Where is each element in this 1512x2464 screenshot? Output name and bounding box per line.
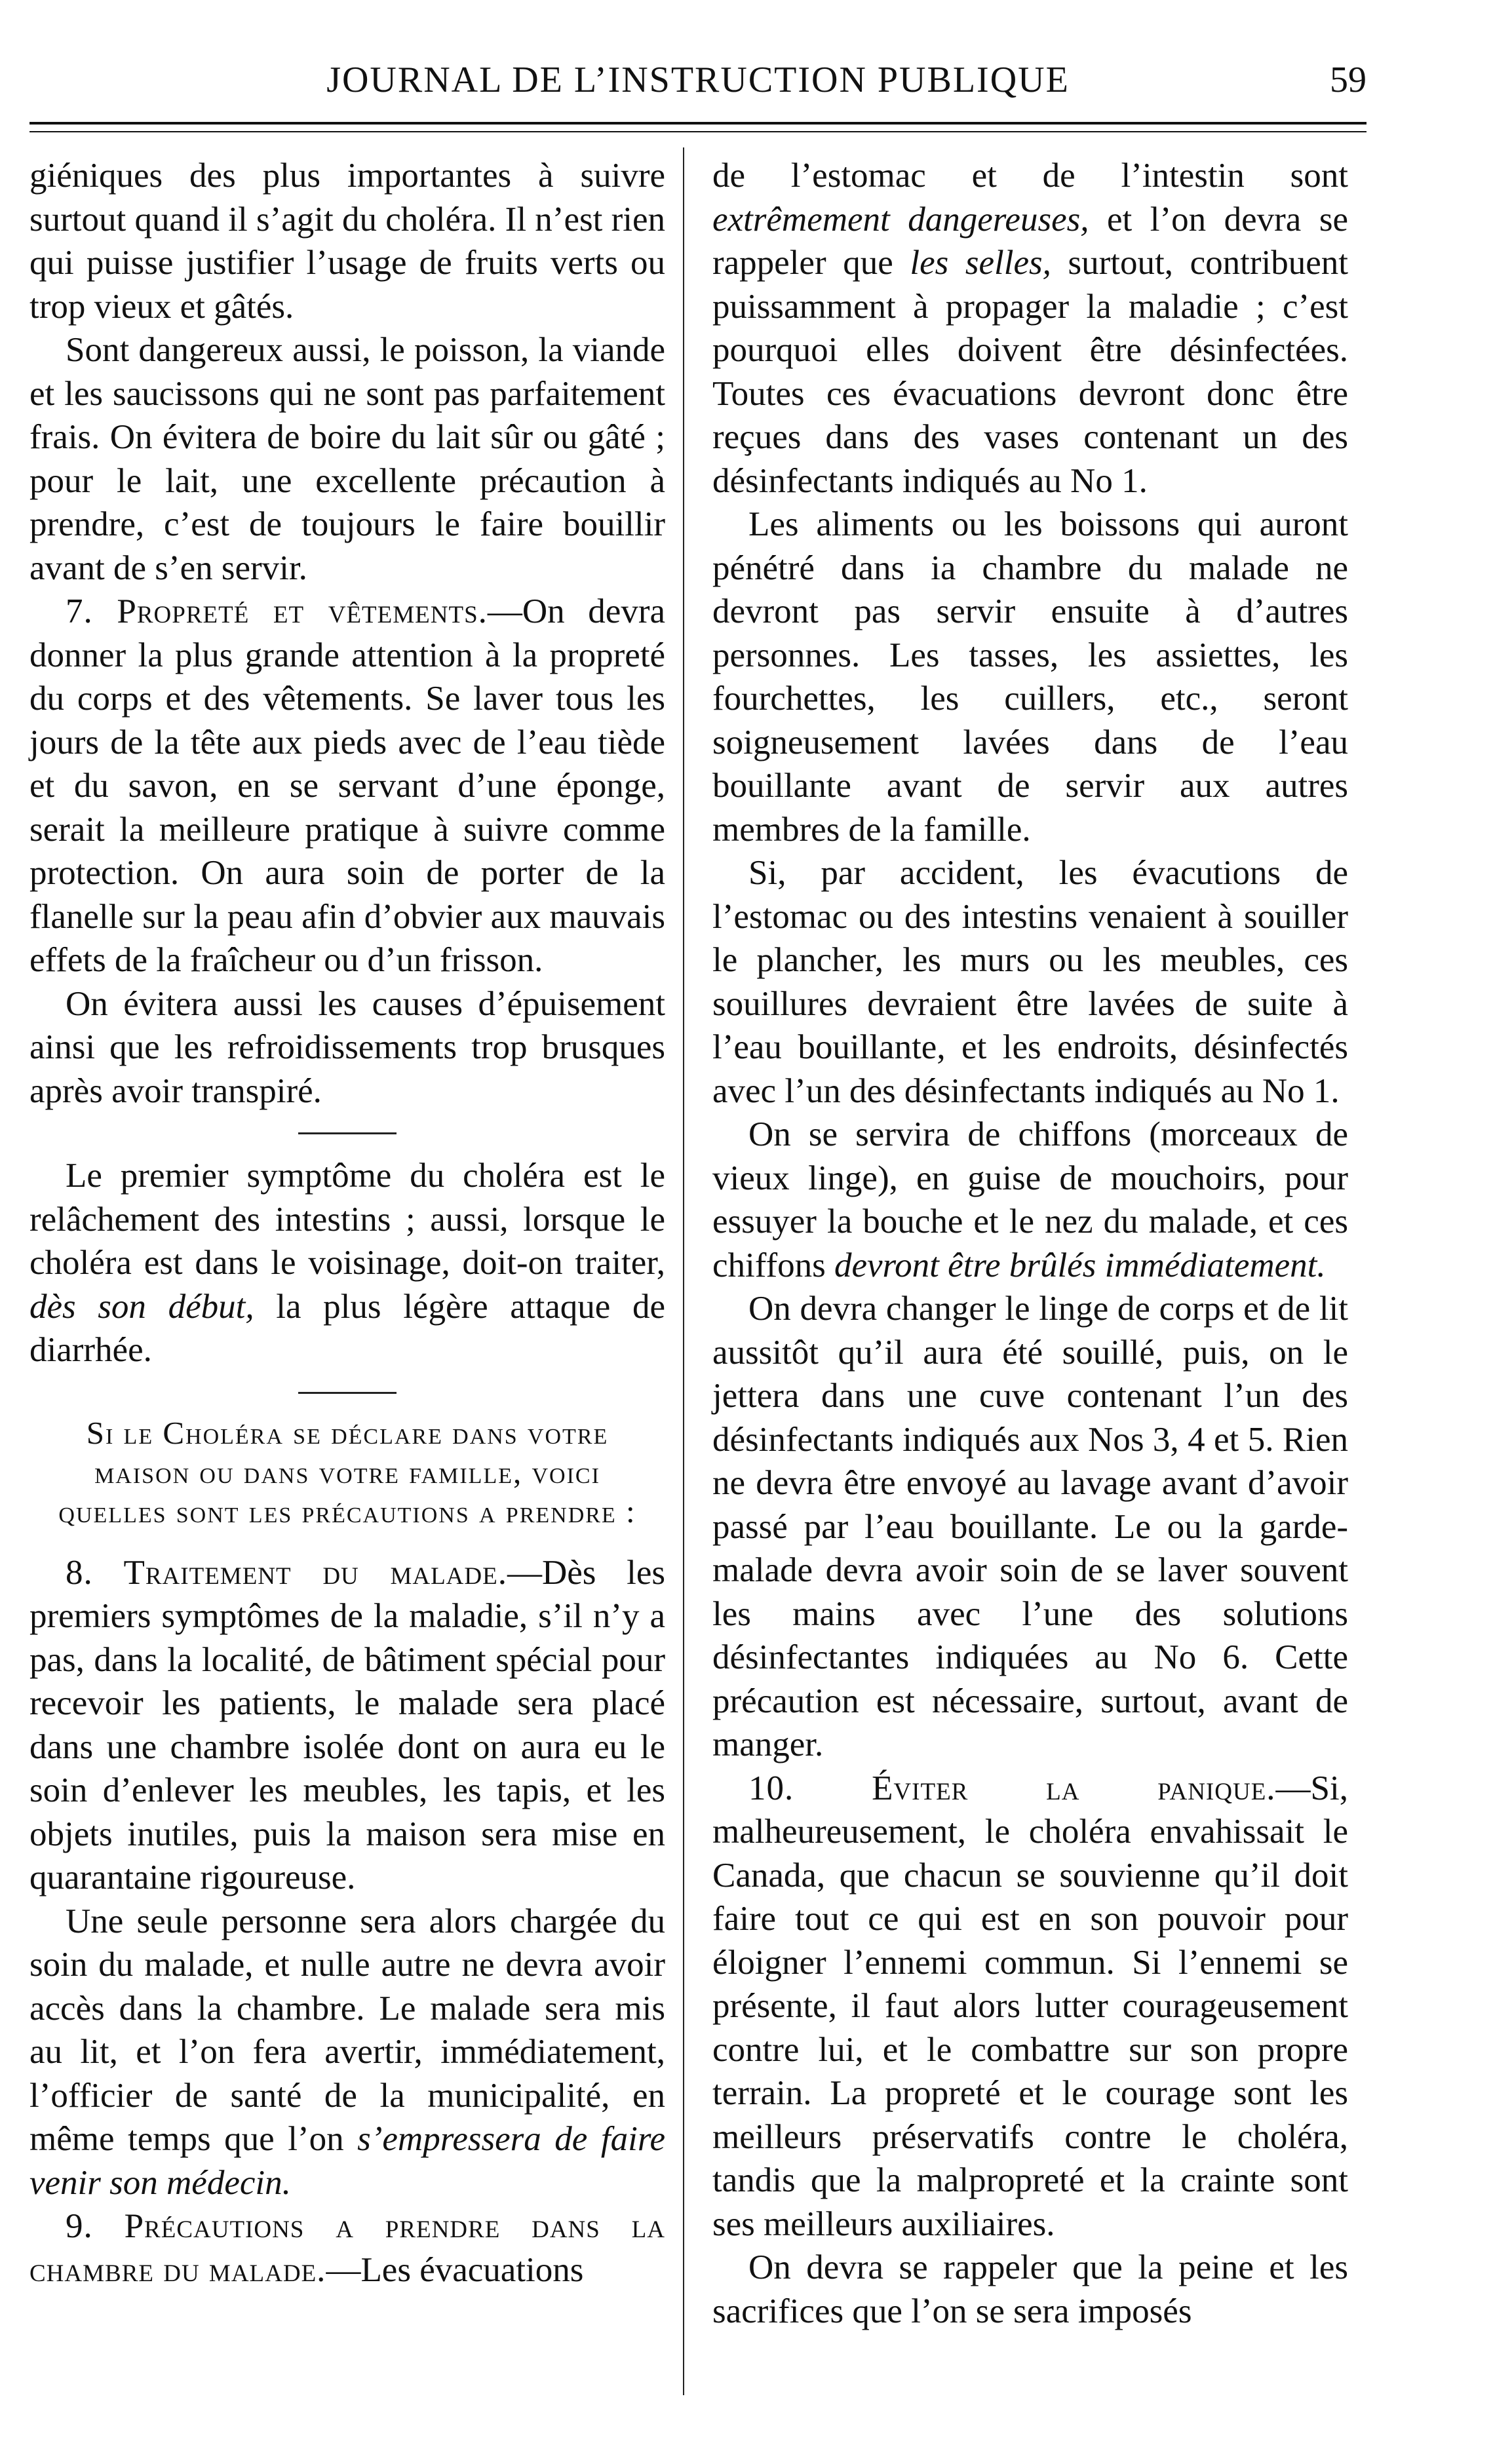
paragraph: giéniques des plus importantes à suivre surtout quand il s’agit du choléra. Il n’est rien qui puisse justifier l’usage de fruits verts ou trop vieux et gâtés. [29, 157, 665, 326]
section-10-title: 10. Éviter la panique. [748, 1769, 1276, 1807]
text-run: On se servira de chiffons (morceaux de vieux linge), en guise de mouchoirs, pour essuyer la bouche et le nez du malade, et ces chiffons [712, 1115, 1348, 1284]
text-run: surtout, contribuent puissamment à propager la maladie ; c’est pourquoi elles doivent être désinfectées. Toutes ces évacuations devront donc être reçues dans des vases contenant un des désinfectants indiqués au No 1. [712, 244, 1349, 500]
text-run: de l’estomac et de l’intestin sont [712, 157, 1348, 195]
text-run: et l’on devra se rappeler que [712, 200, 1348, 282]
column-divider [683, 147, 684, 2395]
paragraph: On évitera aussi les causes d’épuisement ainsi que les refroidissements trop brusques après avoir transpiré. [29, 984, 665, 1110]
header-rule-thick [29, 122, 1367, 125]
page-number: 59 [1330, 60, 1367, 100]
section-9-title: 9. Précautions a prendre dans la chambre du malade. [29, 2207, 665, 2289]
section-7 [29, 590, 665, 982]
section-8 [29, 1551, 665, 1900]
emphasis: les selles, [910, 244, 1051, 282]
header-rule-thin [29, 131, 1367, 132]
separator-rule [298, 1392, 397, 1394]
emphasis: s’empressera de faire venir son médecin. [29, 2120, 665, 2202]
text-run: Une seule personne sera alors chargée du soin du malade, et nulle autre ne devra avoir accès dans la chambre. Le malade sera mis au lit, et l’on fera avertir, immédiatement, l’officier de santé de la municipalité, en même temps que l’on [29, 1902, 665, 2158]
section-10-body: —Si, malheureusement, le choléra envahissait le Canada, que chacun se souvienne qu’il doit faire tout ce qui est en son pouvoir pour éloigner l’ennemi commun. Si l’ennemi se présente, il faut alors lutter courageusement contre lui, et le combattre sur son propre terrain. La propreté et le courage sont les meilleurs préservatifs contre le choléra, tandis que la malpropreté et la crainte sont ses meilleurs auxiliaires. [712, 1769, 1348, 2243]
paragraph: Les aliments ou les boissons qui auront pénétré dans ia chambre du malade ne devront pas servir ensuite à d’autres personnes. Les tasses, les assiettes, les fourchettes, les cuillers, etc., seront soigneusement lavées dans de l’eau bouillante avant de servir aux autres membres de la famille. [712, 505, 1348, 849]
paragraph [29, 1154, 665, 1372]
paragraph: On devra se rappeler que la peine et les sacrifices que l’on se sera imposés [712, 2248, 1348, 2330]
emphasis: devront être brûlés immédiatement. [834, 1246, 1326, 1284]
separator-rule [298, 1132, 397, 1134]
left-column [29, 154, 665, 2395]
paragraph: Si, par accident, les évacutions de l’estomac ou des intestins venaient à souiller le plancher, les murs ou les meubles, ces souillures devraient être lavées de suite à l’eau bouillante, et les endroits, désinfectés avec l’un des désinfectants indiqués au No 1. [712, 854, 1348, 1110]
right-column [712, 154, 1348, 2395]
paragraph: On devra changer le linge de corps et de lit aussitôt qu’il aura été souillé, puis, on le jettera dans une cuve contenant l’un des désinfectants indiqués aux Nos 3, 4 et 5. Rien ne devra être envoyé au lavage avant d’avoir passé par l’eau bouillante. Le ou la garde-malade devra avoir soin de se laver souvent les mains avec l’une des solutions désinfectantes indiquées au No 6. Cette précaution est nécessaire, surtout, avant de manger. [712, 1290, 1348, 1763]
paragraph [712, 154, 1348, 503]
text-run: Le premier symptôme du choléra est le relâchement des intestins ; aussi, lorsque le choléra est dans le voisinage, doit-on traiter, [29, 1157, 665, 1282]
section-9-body: —Les évacuations [326, 2250, 584, 2289]
section-7-body: —On devra donner la plus grande attention à la propreté du corps et des vêtements. Se laver tous les jours de la tête aux pieds avec de l’eau tiède et du savon, en se servant d’une éponge, serait la meilleure pratique à suivre comme protection. On aura soin de porter de la flanelle sur la peau afin d’obvier aux mauvais effets de la fraîcheur ou d’un frisson. [29, 592, 665, 979]
journal-title: JOURNAL DE L’INSTRUCTION PUBLIQUE [326, 60, 1070, 100]
section-8-body: —Dès les premiers symptômes de la maladie, s’il n’y a pas, dans la localité, de bâtiment spécial pour recevoir les patients, le malade sera placé dans une chambre isolée dont on aura eu le soin d’enlever les meubles, les tapis, et les objets inutiles, puis la maison sera mise en quarantaine rigoureuse. [29, 1553, 665, 1896]
section-7-title: 7. Propreté et vêtements. [66, 592, 488, 630]
paragraph: Sont dangereux aussi, le poisson, la viande et les saucissons qui ne sont pas parfaitement frais. On évitera de boire du lait sûr ou gâté ; pour le lait, une excellente précaution à prendre, c’est de toujours le faire bouillir avant de s’en servir. [29, 331, 665, 587]
notice-heading: Si le Choléra se déclare dans votre maison ou dans votre famille, voici quelles sont les précautions a prendre : [58, 1414, 636, 1530]
running-header [29, 59, 1367, 118]
text-run: la plus légère attaque de diarrhée. [29, 1287, 666, 1369]
paragraph [29, 1900, 665, 2205]
section-8-title: 8. Traitement du malade. [66, 1553, 507, 1592]
paragraph [712, 1113, 1348, 1287]
section-9 [29, 2204, 665, 2292]
emphasis: dès son début, [29, 1287, 254, 1326]
emphasis: extrêmement dangereuses, [712, 200, 1089, 239]
section-10 [712, 1767, 1348, 2246]
spacer [29, 1531, 665, 1551]
